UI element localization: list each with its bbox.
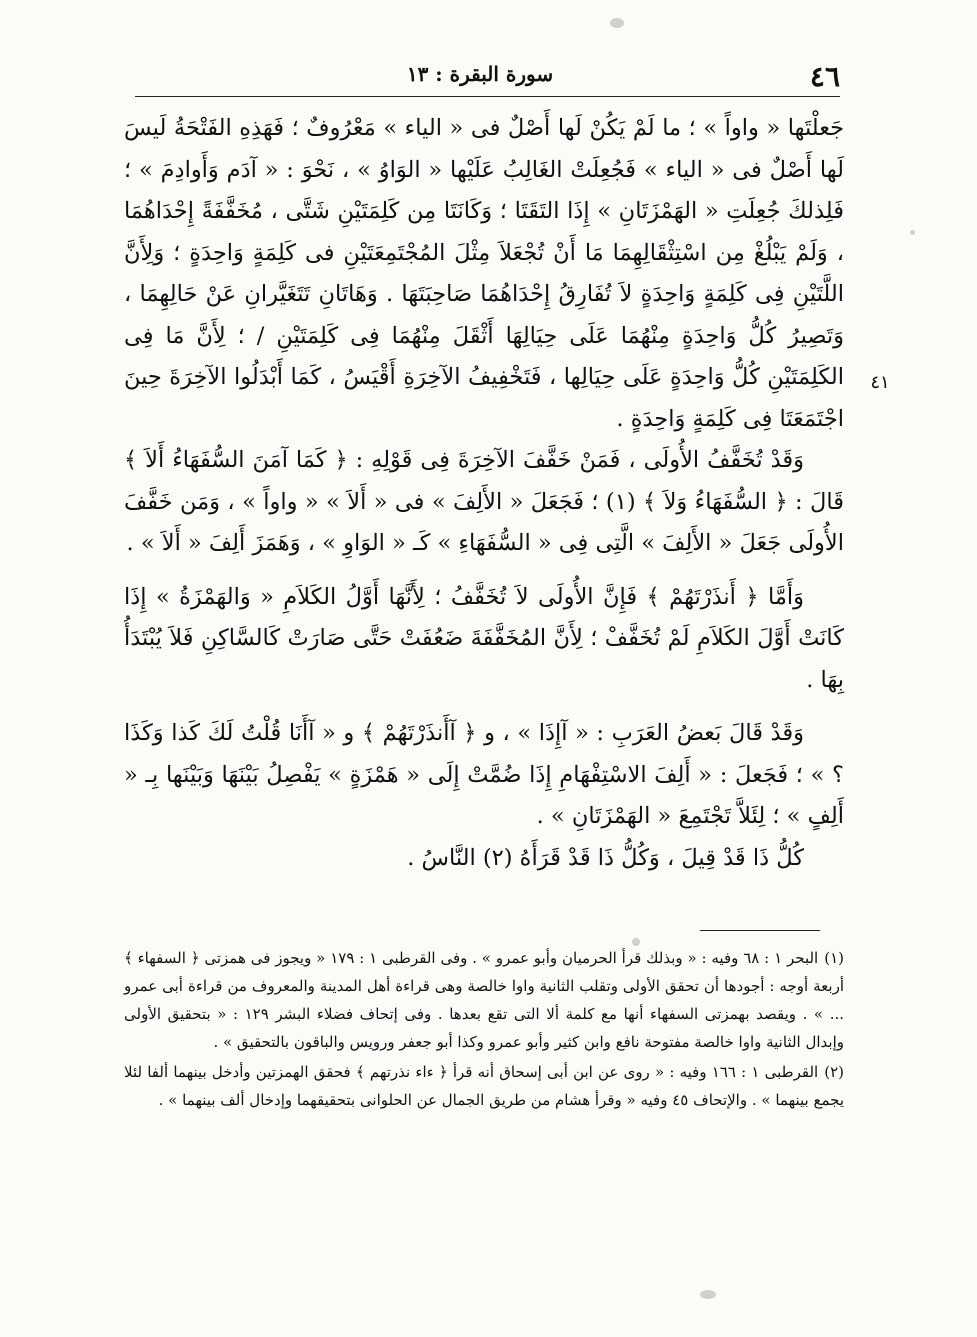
main-text (124, 108, 844, 879)
scan-speck (610, 18, 624, 28)
footnote-rule (700, 930, 820, 931)
paragraph-2: وَقَدْ تُخَفَّفُ الأُولَى ، فَمَنْ خَفَّفَ الآخِرَةَ فِى قَوْلِهِ : ﴿ كَمَا آمَنَ السُّفَهَاءُ أَلاَ ﴾ قَالَ : ﴿ السُّفَهَاءُ وَلاَ ﴾ (١) ؛ فَجَعَلَ « الأَلِفَ » فى « أَلاَ » « واواً » ، وَمَن خَفَّفَ الأُولَى جَعَلَ « الأَلِفَ » الَّتِى فِى « السُّفَهَاءِ » كَـ « الوَاوِ » ، وَهَمَزَ أَلِفَ « أَلاَ » . (124, 447, 844, 556)
scan-speck (700, 1290, 716, 1299)
footnotes (124, 944, 844, 1116)
footnote-text: البحر ١ : ٦٨ وفيه : « وبذلك قرأ الحرميان وأبو عمرو » . وفى القرطبى ١ : ١٧٩ « ويجوز فى همزتى ﴿ السفهاء ﴾ أربعة أوجه : أجودها أن تحقق الأولى وتقلب الثانية واوا خالصة وهى قراءة أهل المدينة والمعروف من قراءة أبى عمرو ... » . ويقصد بهمزتى السفهاء أنها مع كلمة ألا التى تقع بعدها . وفى إتحاف فضلاء البشر ١٢٩ : « بتحقيق الأولى وإبدال الثانية واوا خالصة مفتوحة نافع وابن كثير وأبو عمرو وكذا أبو جعفر ورويس والباقون بالتحقيق » . (124, 949, 844, 1051)
scan-speck (632, 938, 640, 946)
footnote-number: (١) (824, 949, 845, 967)
header-rule (135, 96, 840, 97)
footnote-1 (124, 944, 844, 1056)
paragraph-3: وَأَمَّا ﴿ أَنذَرْتَهُمْ ﴾ فَإِنَّ الأُولَى لاَ تُخَفَّفُ ؛ لِأَنَّهَا أَوَّلُ الكَلاَمِ « وَالهَمْزَةُ » إِذَا كَانَتْ أَوَّلَ الكَلاَمِ لَمْ تُخَفَّفْ ؛ لِأَنَّ المُخَفَّفَةَ ضَعُفَتْ حَتَّى صَارَتْ كَالسَّاكِنِ فَلاَ يُبْتَدَأُ بِهَا . (124, 583, 844, 693)
paragraph-4: وَقَدْ قَالَ بَعضُ العَرَبِ : « آإِذَا » ، و ﴿ آأَنذَرْتَهُمْ ﴾ و « آأَنَا قُلْتُ لَكَ كَذا وَكَذَا ؟ » ؛ فَجَعلَ : « أَلِفَ الاسْتِفْهَامِ إِذَا ضُمَّتْ إِلَى « هَمْزَةٍ » يَفْصِلُ بَيْنَهَا وَبَيْنَها بِـ « أَلِفٍ » ؛ لِئَلاَّ تَجْتَمِعَ « الهَمْزَتَانِ » . (124, 720, 844, 829)
footnote-2 (124, 1058, 844, 1114)
footnote-text: القرطبى ١ : ١٦٦ وفيه : « روى عن ابن أبى إسحاق أنه قرأ ﴿ ءاء نذرتهم ﴾ فحقق الهمزتين وأدخل بينهما ألفا لئلا يجمع بينهما » . والإتحاف ٤٥ وفيه « وقرأ هشام من طريق الجمال عن الحلوانى بتحقيقهما وإدخال ألف بينهما » . (124, 1063, 844, 1109)
page-header (120, 52, 840, 96)
paragraph-5: كُلُّ ذَا قَدْ قِيلَ ، وَكُلُّ ذَا قَدْ قَرَأَهُ (٢) النَّاسُ . (407, 844, 804, 871)
margin-page-marker: ٤١ (870, 372, 890, 393)
footnote-number: (٢) (824, 1063, 844, 1081)
scan-speck (910, 230, 915, 235)
paragraph-1: جَعلْتَها « واواً » ؛ ما لَمْ يَكُنْ لَها أَصْلٌ فى « الياء » مَعْرُوفٌ ؛ فَهَذِهِ الفَتْحَةُ لَيسَ لَها أَصْلٌ فى « الياء » فَجُعِلَتْ الغَالِبُ عَلَيْها « الوَاوُ » ، نَحْوَ : « آدَم وَأَوادِمَ » ؛ فَلِذلكَ جُعِلَتِ « الهَمْزَتَانِ » إِذَا التَقَتَا ؛ وَكَانَتَا مِن كَلِمَتَيْنِ شَتَّى ، مُخَفَّفَةً إِحْدَاهُمَا ، وَلَمْ يَبْلُغْ مِن اسْتِثْقَالِهِمَا مَا أَنْ تُجْعَلاَ مِثْلَ المُجْتَمِعَتَيْنِ فى كَلِمَةٍ وَاحِدَةٍ ؛ وَلِأَنَّ اللَّتَيْنِ فِى كَلِمَةٍ وَاحِدَةٍ لاَ تُفَارِقُ إِحْدَاهُمَا صَاحِبَتَهَا . وَهَاتَانِ تَتَغَيَّرانِ عَنْ حَالِهِمَا ، وَتَصِيرُ كُلُّ وَاحِدَةٍ مِنْهُمَا عَلَى حِيَالِهَا أَثْقَلَ مِنْهُمَا فِى كَلِمَتَيْنِ / ؛ لِأَنَّ مَا فِى الكَلِمَتَيْنِ كُلُّ وَاحِدَةٍ عَلَى حِيَالِها ، فَتَخْفِيفُ الآخِرَةِ أَقْيَسُ ، كَمَا أَبْدَلُوا الآخِرَةَ حِينَ اجْتَمَعَتَا فِى كَلِمَةٍ وَاحِدَةٍ . (124, 115, 844, 432)
running-title: سورة البقرة : ١٣ (406, 62, 554, 86)
page-number: ٤٦ (809, 60, 840, 93)
